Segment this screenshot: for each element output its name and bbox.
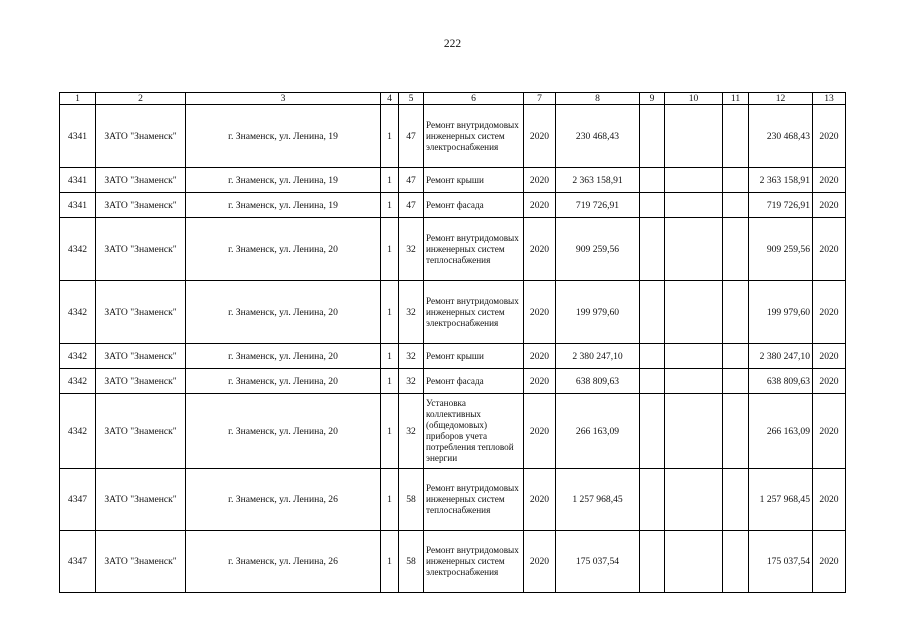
cell-id: 4342 [60,394,96,469]
cell-col10 [665,344,723,369]
cell-col10 [665,531,723,593]
cell-cost: 230 468,43 [556,105,640,168]
column-header-9: 9 [640,93,665,105]
column-header-6: 6 [424,93,524,105]
cell-col10 [665,281,723,344]
repair-register-table [59,92,846,593]
cell-address: г. Знаменск, ул. Ленина, 26 [186,469,381,531]
cell-work-type: Ремонт крыши [424,344,524,369]
cell-col10 [665,193,723,218]
cell-cost: 719 726,91 [556,193,640,218]
cell-end-year: 2020 [813,369,846,394]
table-row [60,218,846,281]
cell-col9 [640,168,665,193]
table-row [60,105,846,168]
cell-work-type: Ремонт внутридомовых инженерных систем электроснабжения [424,105,524,168]
cell-municipality: ЗАТО "Знаменск" [96,531,186,593]
cell-cost: 2 363 158,91 [556,168,640,193]
cell-col5: 32 [399,369,424,394]
cell-municipality: ЗАТО "Знаменск" [96,218,186,281]
column-header-12: 12 [749,93,813,105]
cell-col5: 47 [399,193,424,218]
table-row [60,469,846,531]
cell-total: 230 468,43 [749,105,813,168]
table-row [60,369,846,394]
cell-end-year: 2020 [813,105,846,168]
cell-col9 [640,394,665,469]
cell-col5: 58 [399,469,424,531]
cell-end-year: 2020 [813,193,846,218]
cell-municipality: ЗАТО "Знаменск" [96,344,186,369]
cell-cost: 2 380 247,10 [556,344,640,369]
cell-work-type: Ремонт крыши [424,168,524,193]
column-header-5: 5 [399,93,424,105]
cell-end-year: 2020 [813,531,846,593]
cell-total: 2 380 247,10 [749,344,813,369]
cell-cost: 175 037,54 [556,531,640,593]
cell-cost: 909 259,56 [556,218,640,281]
cell-cost: 1 257 968,45 [556,469,640,531]
cell-address: г. Знаменск, ул. Ленина, 20 [186,344,381,369]
cell-id: 4341 [60,193,96,218]
table-row [60,193,846,218]
cell-col9 [640,193,665,218]
cell-col10 [665,394,723,469]
cell-id: 4342 [60,344,96,369]
cell-col11 [723,168,749,193]
cell-cost: 266 163,09 [556,394,640,469]
column-number-row [60,93,846,105]
cell-year: 2020 [524,193,556,218]
cell-municipality: ЗАТО "Знаменск" [96,369,186,394]
cell-total: 719 726,91 [749,193,813,218]
cell-municipality: ЗАТО "Знаменск" [96,193,186,218]
cell-col4: 1 [381,218,399,281]
cell-end-year: 2020 [813,344,846,369]
cell-municipality: ЗАТО "Знаменск" [96,281,186,344]
column-header-1: 1 [60,93,96,105]
cell-col9 [640,281,665,344]
cell-col9 [640,105,665,168]
cell-col4: 1 [381,394,399,469]
cell-col11 [723,218,749,281]
cell-end-year: 2020 [813,281,846,344]
cell-col11 [723,394,749,469]
cell-cost: 638 809,63 [556,369,640,394]
cell-col5: 47 [399,168,424,193]
cell-total: 199 979,60 [749,281,813,344]
table-row [60,168,846,193]
table-row [60,531,846,593]
cell-work-type: Ремонт внутридомовых инженерных систем электроснабжения [424,531,524,593]
cell-col4: 1 [381,469,399,531]
cell-year: 2020 [524,168,556,193]
cell-municipality: ЗАТО "Знаменск" [96,168,186,193]
cell-work-type: Ремонт фасада [424,369,524,394]
cell-address: г. Знаменск, ул. Ленина, 26 [186,531,381,593]
cell-end-year: 2020 [813,168,846,193]
table-header [60,93,846,105]
cell-col5: 58 [399,531,424,593]
cell-id: 4347 [60,531,96,593]
cell-id: 4347 [60,469,96,531]
cell-address: г. Знаменск, ул. Ленина, 20 [186,218,381,281]
cell-col4: 1 [381,344,399,369]
cell-id: 4341 [60,105,96,168]
cell-address: г. Знаменск, ул. Ленина, 20 [186,369,381,394]
cell-year: 2020 [524,394,556,469]
cell-address: г. Знаменск, ул. Ленина, 19 [186,193,381,218]
cell-col4: 1 [381,281,399,344]
cell-col10 [665,105,723,168]
cell-col11 [723,344,749,369]
cell-year: 2020 [524,281,556,344]
cell-address: г. Знаменск, ул. Ленина, 19 [186,105,381,168]
cell-col9 [640,344,665,369]
column-header-13: 13 [813,93,846,105]
cell-col9 [640,469,665,531]
cell-col4: 1 [381,168,399,193]
cell-col10 [665,168,723,193]
cell-col5: 32 [399,394,424,469]
cell-col11 [723,469,749,531]
cell-address: г. Знаменск, ул. Ленина, 20 [186,394,381,469]
cell-col5: 32 [399,281,424,344]
cell-municipality: ЗАТО "Знаменск" [96,394,186,469]
cell-work-type: Установка коллективных (общедомовых) приборов учета потребления тепловой энергии [424,394,524,469]
cell-year: 2020 [524,105,556,168]
cell-col9 [640,369,665,394]
column-header-11: 11 [723,93,749,105]
column-header-2: 2 [96,93,186,105]
cell-col4: 1 [381,105,399,168]
column-header-7: 7 [524,93,556,105]
cell-municipality: ЗАТО "Знаменск" [96,469,186,531]
cell-total: 2 363 158,91 [749,168,813,193]
cell-total: 638 809,63 [749,369,813,394]
cell-work-type: Ремонт фасада [424,193,524,218]
column-header-3: 3 [186,93,381,105]
cell-work-type: Ремонт внутридомовых инженерных систем теплоснабжения [424,469,524,531]
cell-id: 4342 [60,369,96,394]
cell-id: 4342 [60,281,96,344]
table-row [60,281,846,344]
cell-col9 [640,531,665,593]
column-header-8: 8 [556,93,640,105]
cell-total: 266 163,09 [749,394,813,469]
cell-cost: 199 979,60 [556,281,640,344]
cell-id: 4341 [60,168,96,193]
cell-work-type: Ремонт внутридомовых инженерных систем электроснабжения [424,281,524,344]
cell-col11 [723,281,749,344]
cell-total: 175 037,54 [749,531,813,593]
cell-end-year: 2020 [813,218,846,281]
cell-work-type: Ремонт внутридомовых инженерных систем теплоснабжения [424,218,524,281]
cell-col5: 32 [399,218,424,281]
cell-col11 [723,105,749,168]
cell-col11 [723,369,749,394]
cell-col4: 1 [381,193,399,218]
cell-end-year: 2020 [813,394,846,469]
table-row [60,344,846,369]
cell-year: 2020 [524,218,556,281]
cell-col5: 47 [399,105,424,168]
cell-address: г. Знаменск, ул. Ленина, 20 [186,281,381,344]
column-header-4: 4 [381,93,399,105]
cell-total: 909 259,56 [749,218,813,281]
cell-col4: 1 [381,369,399,394]
cell-col5: 32 [399,344,424,369]
cell-col9 [640,218,665,281]
cell-year: 2020 [524,369,556,394]
cell-col4: 1 [381,531,399,593]
cell-id: 4342 [60,218,96,281]
cell-col10 [665,218,723,281]
cell-total: 1 257 968,45 [749,469,813,531]
cell-year: 2020 [524,344,556,369]
cell-col10 [665,369,723,394]
cell-municipality: ЗАТО "Знаменск" [96,105,186,168]
cell-year: 2020 [524,469,556,531]
page-number: 222 [443,38,462,50]
cell-col11 [723,193,749,218]
cell-col11 [723,531,749,593]
cell-end-year: 2020 [813,469,846,531]
cell-col10 [665,469,723,531]
cell-address: г. Знаменск, ул. Ленина, 19 [186,168,381,193]
table-row [60,394,846,469]
column-header-10: 10 [665,93,723,105]
cell-year: 2020 [524,531,556,593]
